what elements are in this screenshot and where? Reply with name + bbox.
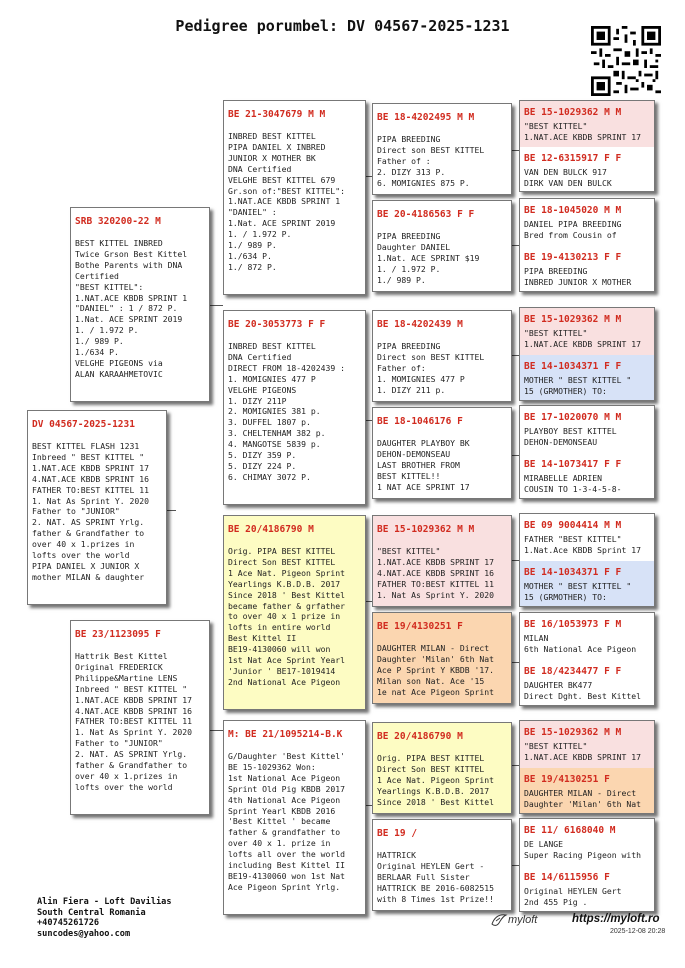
connector-line — [512, 355, 519, 356]
breeder-contact: Alin Fiera - Loft Davilias South Central Romania +40745261726 suncodes@yahoo.com — [37, 897, 172, 940]
gg-pair-card[interactable] — [519, 818, 655, 912]
sire-card[interactable] — [70, 207, 210, 402]
connector-line — [210, 730, 223, 731]
gg-entry[interactable] — [520, 355, 654, 401]
ring-number: BE 19-4130213 F F — [524, 252, 622, 263]
card-text: PIPA BREEDING Direct son BEST KITTEL Father of: 1. MOMIGNIES 477 P 1. DIZY 211 p. — [377, 341, 485, 395]
connector-line — [175, 510, 176, 511]
ring-number: BE 14-1034371 F F — [524, 567, 622, 578]
ring-number: BE 18-1045020 M M — [524, 205, 622, 216]
connector-line — [512, 150, 519, 151]
connector-line — [512, 765, 519, 766]
website-link[interactable]: https://myloft.ro — [572, 913, 660, 925]
page-title: Pedigree porumbel: DV 04567-2025-1231 — [175, 17, 510, 35]
brand-logo: myloft — [508, 914, 538, 926]
ring-number: DV 04567-2025-1231 — [32, 419, 135, 430]
qr-code-icon[interactable] — [591, 26, 661, 96]
ring-number: BE 14-1034371 F F — [524, 361, 622, 372]
card-text: MILAN 6th National Ace Pigeon — [524, 633, 637, 654]
ring-number: BE 14-1073417 F F — [524, 459, 622, 470]
ring-number: BE 12-6315917 F F — [524, 153, 622, 164]
ring-number: BE 15-1029362 M M — [524, 107, 622, 118]
great-grandparent-card[interactable] — [372, 310, 512, 402]
ring-number: BE 19/4130251 F — [524, 774, 610, 785]
connector-line — [512, 455, 519, 456]
card-text: DAUGHTER PLAYBOY BK DEHON-DEMONSEAU LAST BROTHER FROM BEST KITTEL!! 1 NAT ACE SPRINT 17 — [377, 438, 470, 492]
great-grandparent-card[interactable] — [372, 407, 512, 499]
card-text: "BEST KITTEL" 1.NAT.ACE KBDB SPRINT 17 — [524, 741, 641, 762]
ring-number: BE 15-1029362 M M — [377, 524, 475, 535]
gg-pair-card[interactable] — [519, 307, 655, 401]
gg-entry[interactable] — [520, 453, 654, 499]
card-text: DE LANGE Super Racing Pigeon with — [524, 839, 641, 860]
great-grandparent-card[interactable] — [372, 819, 512, 911]
card-text: G/Daughter 'Best Kittel' BE 15-1029362 Won: 1st National Ace Pigeon Sprint Old Pig KBDB 2017 4th National Ace Pigeon Sprint Yearl KBDB 2016 'Best Kittel ' became father & grandfather to over 40 x 1. prize in lofts all over the world including Best Kittel II BE19-4130060 won 1st Nat Ace Pigeon Sprint Yrlg. — [228, 751, 345, 892]
card-text: "BEST KITTEL" 1.NAT.ACE KBDB SPRINT 17 4.NAT.ACE KBDB SPRINT 16 FATHER TO:BEST KITTEL 11 1. Nat As Sprint Y. 2020 — [377, 546, 494, 600]
ring-number: BE 18-4202495 M M — [377, 112, 475, 123]
card-text: MIRABELLE ADRIEN COUSIN TO 1-3-4-5-8- — [524, 473, 622, 494]
connector-line — [512, 560, 519, 561]
connector-line — [512, 662, 519, 663]
card-text: DAUGHTER MILAN - Direct Daughter 'Milan' 6th Nat Ace P Sprint Y KBDB '17. Milan son Nat. Ace '15 1e nat Ace Pigeon Sprint — [377, 643, 494, 697]
gg-entry[interactable] — [520, 308, 654, 355]
ring-number: BE 11/ 6168040 M — [524, 825, 616, 836]
ring-number: BE 20/4186790 M — [377, 731, 463, 742]
card-text: MOTHER " BEST KITTEL " 15 (GRMOTHER) TO: — [524, 581, 632, 602]
ring-number: BE 21-3047679 M M — [228, 109, 326, 120]
grandparent-card[interactable] — [223, 515, 366, 710]
subject-card[interactable] — [27, 410, 167, 605]
great-grandparent-card[interactable] — [372, 722, 512, 814]
card-text: PIPA BREEDING Daughter DANIEL 1.Nat. ACE SPRINT $19 1. / 1.972 P. 1./ 989 P. — [377, 231, 480, 285]
ring-number: BE 17-1020070 M M — [524, 412, 622, 423]
card-text: Orig. PIPA BEST KITTEL Direct Son BEST KITTEL 1 Ace Nat. Pigeon Sprint Yearlings K.B.D.B. 2017 Since 2018 ' Best Kittel — [377, 753, 494, 807]
ring-number: BE 20-3053773 F F — [228, 319, 326, 330]
gg-pair-card[interactable] — [519, 720, 655, 814]
ring-number: BE 14/6115956 F — [524, 872, 610, 883]
card-text: PLAYBOY BEST KITTEL DEHON-DEMONSEAU — [524, 426, 617, 447]
card-text: Hattrik Best Kittel Original FREDERICK Philippe&Martine LENS Inbreed " BEST KITTEL " 1.NAT.ACE KBDB SPRINT 17 4.NAT.ACE KBDB SPRINT 16 FATHER TO:BEST KITTEL 11 1. Nat As Sprint Y. 2020 Father to "JUNIOR" 2. NAT. AS SPRINT Yrlg. father & Grandfather to over 40 x 1.prizes in lofts over the world — [75, 651, 192, 792]
ring-number: BE 19 / — [377, 828, 418, 839]
card-text: DAUGHTER MILAN - Direct Daughter 'Milan' 6th Nat — [524, 788, 641, 809]
card-text: Original HEYLEN Gert 2nd 455 Pig . — [524, 886, 622, 907]
ring-number: BE 16/1053973 F M — [524, 619, 622, 630]
ring-number: BE 23/1123095 F — [75, 629, 161, 640]
ring-number: BE 18-1046176 F — [377, 416, 463, 427]
ring-number: BE 18/4234477 F F — [524, 666, 622, 677]
gg-entry[interactable] — [520, 721, 654, 768]
card-text: INBRED BEST KITTEL DNA Certified DIRECT FROM 18-4202439 : 1. MOMIGNIES 477 P VELGHE PIGEONS 1. DIZY 211P 2. MOMIGNIES 381 p. 3. DUFFEL 1807 p. 3. CHELTENHAM 382 p. 4. MANGOTSE 5839 p. 5. DIZY 359 P. 5. DIZY 224 P. 6. CHIMAY 3072 P. — [228, 341, 345, 482]
card-text: DANIEL PIPA BREEDING Bred from Cousin of — [524, 219, 622, 240]
gg-entry[interactable] — [520, 147, 654, 192]
connector-line — [210, 305, 223, 306]
connector-line — [512, 865, 519, 866]
gg-pair-card[interactable] — [519, 612, 655, 706]
card-text: HATTRICK Original HEYLEN Gert - BERLAAR Full Sister HATTRICK BE 2016-6082515 with 8 Times 1st Prize!! — [377, 850, 494, 904]
dam-card[interactable] — [70, 620, 210, 815]
ring-number: M: BE 21/1095214-B.K — [228, 729, 343, 740]
grandparent-card[interactable] — [223, 100, 366, 295]
ring-number: BE 09 9004414 M M — [524, 520, 622, 531]
gg-pair-card[interactable] — [519, 100, 655, 192]
gg-entry[interactable] — [520, 768, 654, 814]
great-grandparent-card[interactable] — [372, 515, 512, 607]
great-grandparent-card[interactable] — [372, 612, 512, 704]
gg-entry[interactable] — [520, 561, 654, 607]
gg-entry[interactable] — [520, 246, 654, 292]
gg-pair-card[interactable] — [519, 513, 655, 607]
grandparent-card[interactable] — [223, 720, 366, 915]
gg-entry[interactable] — [520, 199, 654, 246]
gg-pair-card[interactable] — [519, 405, 655, 499]
gg-entry[interactable] — [520, 660, 654, 706]
grandparent-card[interactable] — [223, 310, 366, 505]
gg-entry[interactable] — [520, 866, 654, 912]
ring-number: BE 15-1029362 M M — [524, 314, 622, 325]
great-grandparent-card[interactable] — [372, 200, 512, 292]
gg-pair-card[interactable] — [519, 198, 655, 292]
ring-number: BE 15-1029362 M M — [524, 727, 622, 738]
card-text: BEST KITTEL FLASH 1231 Inbreed " BEST KITTEL " 1.NAT.ACE KBDB SPRINT 17 4.NAT.ACE KBDB SPRINT 16 FATHER TO:BEST KITTEL 11 1. Nat As Sprint Y. 2020 Father to "JUNIOR" 2. NAT. AS SPRINT Yrlg. father & Grandfather to over 40 x 1.prizes in lofts over the world PIPA DANIEL X JUNIOR X mother MILAN & daughter — [32, 441, 149, 582]
connector-line — [167, 510, 175, 511]
gg-entry[interactable] — [520, 819, 654, 866]
card-text: BEST KITTEL INBRED Twice Grson Best Kittel Bothe Parents with DNA Certified "BEST KITTEL": 1.NAT.ACE KBDB SPRINT 1 "DANIEL" : 1 / 872 P. 1.Nat. ACE SPRINT 2019 1. / 1.972 P. 1./ 989 P. 1./634 P. VELGHE PIGEONS via ALAN KARAAHMETOVIC — [75, 238, 188, 379]
card-text: "BEST KITTEL" 1.NAT.ACE KBDB SPRINT 17 — [524, 328, 641, 349]
card-text: Orig. PIPA BEST KITTEL Direct Son BEST KITTEL 1 Ace Nat. Pigeon Sprint Yearlings K.B.D.B. 2017 Since 2018 ' Best Kittel became father & grfather to over 40 x 1 prize in lofts in entire world Best Kittel II BE19-4130060 will won 1st Nat Ace Sprint Yearl 'Junior ' BE17-1019414 2nd National Ace Pigeon — [228, 546, 345, 687]
card-text: PIPA BREEDING INBRED JUNIOR X MOTHER — [524, 266, 632, 287]
card-text: VAN DEN BULCK 917 DIRK VAN DEN BULCK — [524, 167, 612, 188]
ring-number: BE 20/4186790 M — [228, 524, 314, 535]
card-text: PIPA BREEDING Direct son BEST KITTEL Father of : 2. DIZY 313 P. 6. MOMIGNIES 875 P. — [377, 134, 485, 188]
card-text: DAUGHTER BK477 Direct Dght. Best Kittel — [524, 680, 641, 701]
gg-entry[interactable] — [520, 101, 654, 147]
ring-number: BE 20-4186563 F F — [377, 209, 475, 220]
card-text: MOTHER " BEST KITTEL " 15 (GRMOTHER) TO: — [524, 375, 632, 396]
connector-line — [512, 245, 519, 246]
great-grandparent-card[interactable] — [372, 103, 512, 195]
gg-entry[interactable] — [520, 406, 654, 453]
ring-number: BE 19/4130251 F — [377, 621, 463, 632]
card-text: FATHER "BEST KITTEL" 1.Nat.Ace KBDB Sprint 17 — [524, 534, 641, 555]
card-text: "BEST KITTEL" 1.NAT.ACE KBDB SPRINT 17 — [524, 121, 641, 142]
gg-entry[interactable] — [520, 613, 654, 660]
pigeon-logo-icon — [490, 912, 508, 928]
ring-number: SRB 320200-22 M — [75, 216, 161, 227]
print-timestamp: 2025-12-08 20:28 — [610, 928, 666, 935]
gg-entry[interactable] — [520, 514, 654, 561]
ring-number: BE 18-4202439 M — [377, 319, 463, 330]
card-text: INBRED BEST KITTEL PIPA DANIEL X INBRED JUNIOR X MOTHER BK DNA Certified VELGHE BEST KITTEL 679 Gr.son of:"BEST KITTEL": 1.NAT.ACE KBDB SPRINT 1 "DANIEL" : 1.Nat. ACE SPRINT 2019 1. / 1.972 P. 1./ 989 P. 1./634 P. 1./ 872 P. — [228, 131, 345, 272]
